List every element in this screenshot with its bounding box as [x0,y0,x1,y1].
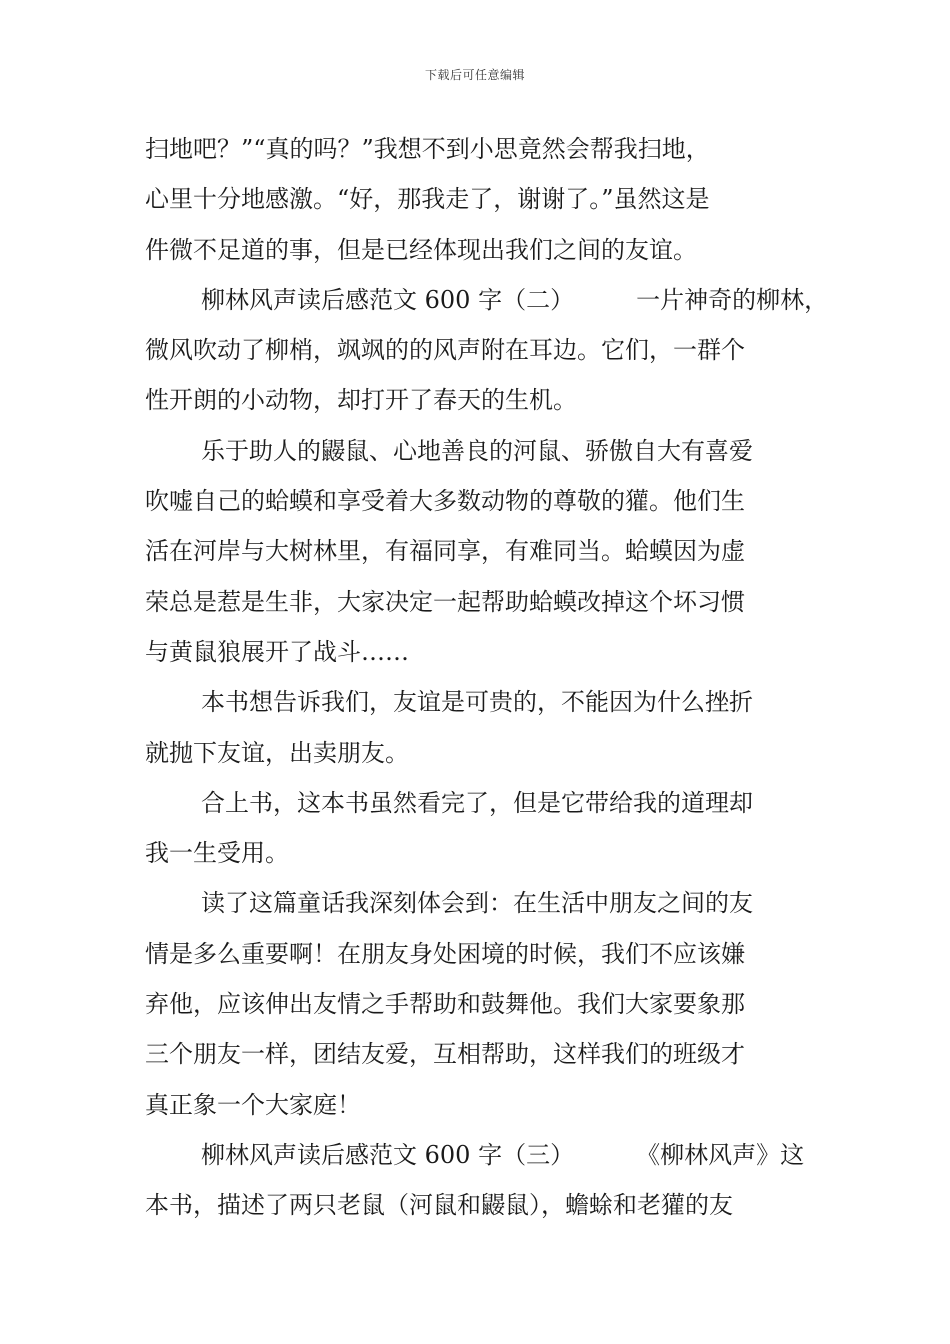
text-line: 就抛下友谊，出卖朋友。 [145,738,409,767]
text-line: 活在河岸与大树林里，有福同享，有难同当。蛤蟆因为虚 [145,537,745,566]
text-line: 一片神奇的柳林， [636,285,829,314]
section-heading: 柳林风声读后感范文 600 字（三） [201,1140,575,1169]
text-line: 合上书，这本书虽然看完了，但是它带给我的道理却 [201,788,753,817]
text-line: 荣总是惹是生非，大家决定一起帮助蛤蟆改掉这个坏习惯 [145,587,745,616]
text-line: 本书想告诉我们，友谊是可贵的，不能因为什么挫折 [201,688,753,717]
text-line: 真正象一个大家庭！ [145,1090,361,1119]
section-heading-line [145,1130,820,1180]
text-line: 弃他，应该伸出友情之手帮助和鼓舞他。我们大家要象那 [145,990,745,1019]
text-line: 微风吹动了柳梢，飒飒的的风声附在耳边。它们，一群个 [145,336,745,365]
section-heading-line [145,275,829,325]
text-line: 与黄鼠狼展开了战斗…… [145,637,409,666]
text-line: 扫地吧？”“真的吗？”我想不到小思竟然会帮我扫地， [145,135,710,163]
page-header: 下载后可任意编辑 [424,68,525,82]
text-line: 我一生受用。 [145,839,289,868]
text-line: 三个朋友一样，团结友爱，互相帮助，这样我们的班级才 [145,1040,745,1069]
text-line: 情是多么重要啊！在朋友身处困境的时候，我们不应该嫌 [145,939,745,968]
text-line: 性开朗的小动物，却打开了春天的生机。 [145,386,577,415]
text-line: 乐于助人的鼹鼠、心地善良的河鼠、骄傲自大有喜爱 [201,436,753,465]
text-line: 心里十分地感激。“好，那我走了，谢谢了。”虽然这是 [145,185,710,214]
document-body [145,124,829,1231]
text-line: 件微不足道的事，但是已经体现出我们之间的友谊。 [145,235,697,264]
text-line: 读了这篇童话我深刻体会到：在生活中朋友之间的友 [201,889,753,918]
section-heading: 柳林风声读后感范文 600 字（二） [201,285,575,314]
text-line: 《柳林风声》这 [636,1140,805,1169]
text-line: 本书，描述了两只老鼠（河鼠和鼹鼠），蟾蜍和老獾的友 [145,1191,733,1220]
text-line: 吹嘘自己的蛤蟆和享受着大多数动物的尊敬的獾。他们生 [145,487,745,516]
